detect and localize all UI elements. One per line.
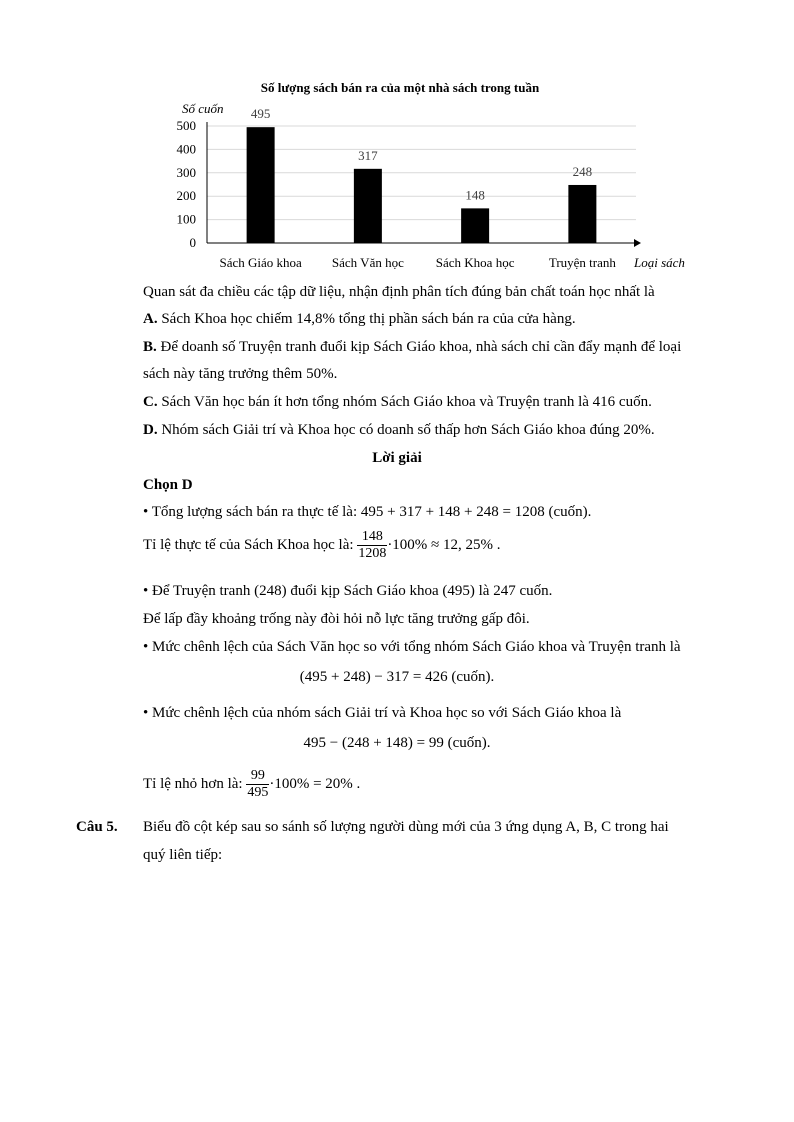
option-d xyxy=(143,422,655,439)
solution-step-growth: Để lấp đầy khoảng trống này đòi hỏi nỗ lực tăng trưởng gấp đôi. xyxy=(143,611,530,627)
smaller-suffix: ·100% = 20% . xyxy=(269,776,361,793)
next-question-line1: Biểu đồ cột kép sau so sánh số lượng người dùng mới của 3 ứng dụng A, B, C trong hai xyxy=(143,819,669,835)
y-tick-label: 200 xyxy=(176,188,196,204)
solution-step-ratio xyxy=(143,529,501,562)
bar xyxy=(461,208,489,243)
option-d-letter: D. xyxy=(143,422,158,438)
option-b-text: Để doanh số Truyện tranh đuổi kịp Sách Giáo khoa, nhà sách chỉ cần đẩy mạnh để loại xyxy=(160,339,682,355)
y-tick-label: 300 xyxy=(176,164,196,180)
smaller-fraction xyxy=(246,768,269,801)
y-tick-label: 500 xyxy=(176,118,196,133)
y-tick-label: 0 xyxy=(189,235,196,250)
option-b-continued: sách này tăng trưởng thêm 50%. xyxy=(143,366,338,382)
x-tick-label: Sách Giáo khoa xyxy=(219,255,302,270)
bar xyxy=(354,169,382,243)
ratio-denominator: 1208 xyxy=(358,546,387,562)
solution-step-group-intro: • Mức chênh lệch của nhóm sách Giải trí và Khoa học so với Sách Giáo khoa là xyxy=(143,705,622,721)
solution-heading: Lời giải xyxy=(372,450,422,466)
x-tick-label: Sách Khoa học xyxy=(435,255,515,270)
data-label: 148 xyxy=(465,187,485,203)
option-c-text: Sách Văn học bán ít hơn tổng nhóm Sách Giáo khoa và Truyện tranh là 416 cuốn. xyxy=(161,394,652,410)
solution-step-smaller xyxy=(143,768,360,801)
bar-chart xyxy=(0,0,794,280)
answer-choice: Chọn D xyxy=(143,477,193,493)
ratio-fraction xyxy=(357,529,387,562)
ratio-numerator: 148 xyxy=(357,529,387,546)
option-a-text: Sách Khoa học chiếm 14,8% tổng thị phần sách bán ra của cửa hàng. xyxy=(161,311,576,327)
chart-title: Số lượng sách bán ra của một nhà sách trong tuần xyxy=(260,80,540,95)
y-tick-label: 400 xyxy=(176,141,196,157)
data-label: 495 xyxy=(250,106,271,122)
bar xyxy=(568,185,596,243)
x-axis-arrow-icon xyxy=(634,239,641,247)
data-label: 317 xyxy=(358,147,378,163)
ratio-suffix: ·100% ≈ 12, 25% . xyxy=(387,537,501,554)
option-d-text: Nhóm sách Giải trí và Khoa học có doanh số thấp hơn Sách Giáo khoa đúng 20%. xyxy=(161,422,655,438)
data-label: 248 xyxy=(572,163,593,179)
option-c-letter: C. xyxy=(143,394,158,410)
x-tick-label: Truyện tranh xyxy=(548,255,616,270)
smaller-numerator: 99 xyxy=(246,768,269,785)
x-tick-label: Sách Văn học xyxy=(331,255,404,270)
option-c xyxy=(143,394,652,411)
x-axis-label: Loại sách xyxy=(634,255,685,270)
ratio-prefix: Tỉ lệ thực tế của Sách Khoa học là: xyxy=(143,537,354,554)
next-question-label: Câu 5. xyxy=(76,819,118,835)
solution-step-gap: • Để Truyện tranh (248) đuổi kịp Sách Giáo khoa (495) là 247 cuốn. xyxy=(143,583,553,599)
next-question-line2: quý liên tiếp: xyxy=(143,847,223,863)
option-a-letter: A. xyxy=(143,311,158,327)
y-axis-label: Số cuốn xyxy=(182,101,224,116)
smaller-prefix: Tỉ lệ nhỏ hơn là: xyxy=(143,776,243,793)
smaller-denominator: 495 xyxy=(247,785,269,801)
solution-equation-diff: (495 + 248) − 317 = 426 (cuốn). xyxy=(299,669,495,685)
y-tick-label: 100 xyxy=(176,211,196,227)
solution-step-diff-intro: • Mức chênh lệch của Sách Văn học so với tổng nhóm Sách Giáo khoa và Truyện tranh là xyxy=(143,639,681,655)
option-b-letter: B. xyxy=(143,339,157,355)
bar xyxy=(247,127,275,243)
question-prompt: Quan sát đa chiều các tập dữ liệu, nhận định phân tích đúng bản chất toán học nhất là xyxy=(143,284,655,300)
option-b xyxy=(143,339,681,356)
solution-equation-group: 495 − (248 + 148) = 99 (cuốn). xyxy=(303,735,491,751)
option-a xyxy=(143,311,576,328)
solution-step-total: • Tổng lượng sách bán ra thực tế là: 495 + 317 + 148 + 248 = 1208 (cuốn). xyxy=(143,504,592,520)
